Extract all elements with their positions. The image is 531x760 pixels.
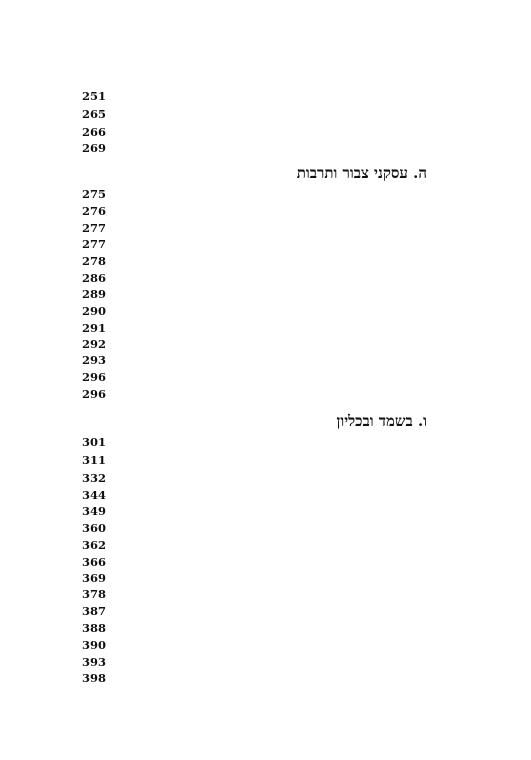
page-number: 277 — [82, 221, 107, 235]
page-number: 369 — [82, 571, 107, 585]
page-number: 275 — [82, 187, 107, 201]
page-number: 360 — [82, 521, 107, 535]
page-number: 266 — [82, 125, 107, 139]
page-number: 296 — [82, 370, 107, 384]
page-number: 276 — [82, 204, 107, 218]
page-number: 344 — [82, 488, 107, 502]
page-number: 277 — [82, 237, 107, 251]
section-heading: ה. עסקני צבור ותרבות — [296, 164, 427, 182]
page-number: 349 — [82, 504, 107, 518]
page-number: 251 — [82, 89, 107, 103]
page-number: 290 — [82, 304, 107, 318]
page-number: 390 — [82, 638, 107, 652]
page-number: 393 — [82, 655, 107, 669]
page-number: 311 — [82, 453, 107, 467]
page-number: 398 — [82, 671, 107, 685]
page-number: 388 — [82, 621, 107, 635]
page-number: 387 — [82, 604, 107, 618]
page-number: 278 — [82, 254, 107, 268]
page-number: 265 — [82, 107, 107, 121]
page-number: 378 — [82, 587, 107, 601]
page-number: 289 — [82, 287, 107, 301]
page-number: 293 — [82, 353, 107, 367]
page-number: 362 — [82, 538, 107, 552]
page-number: 269 — [82, 141, 107, 155]
page-number: 291 — [82, 321, 107, 335]
page-number: 296 — [82, 387, 107, 401]
page-number: 332 — [82, 471, 107, 485]
page-number: 301 — [82, 435, 107, 449]
page-number: 292 — [82, 337, 107, 351]
section-heading: ו. בשמד ובכליון — [336, 412, 427, 430]
page-number: 366 — [82, 555, 107, 569]
page-number: 286 — [82, 271, 107, 285]
